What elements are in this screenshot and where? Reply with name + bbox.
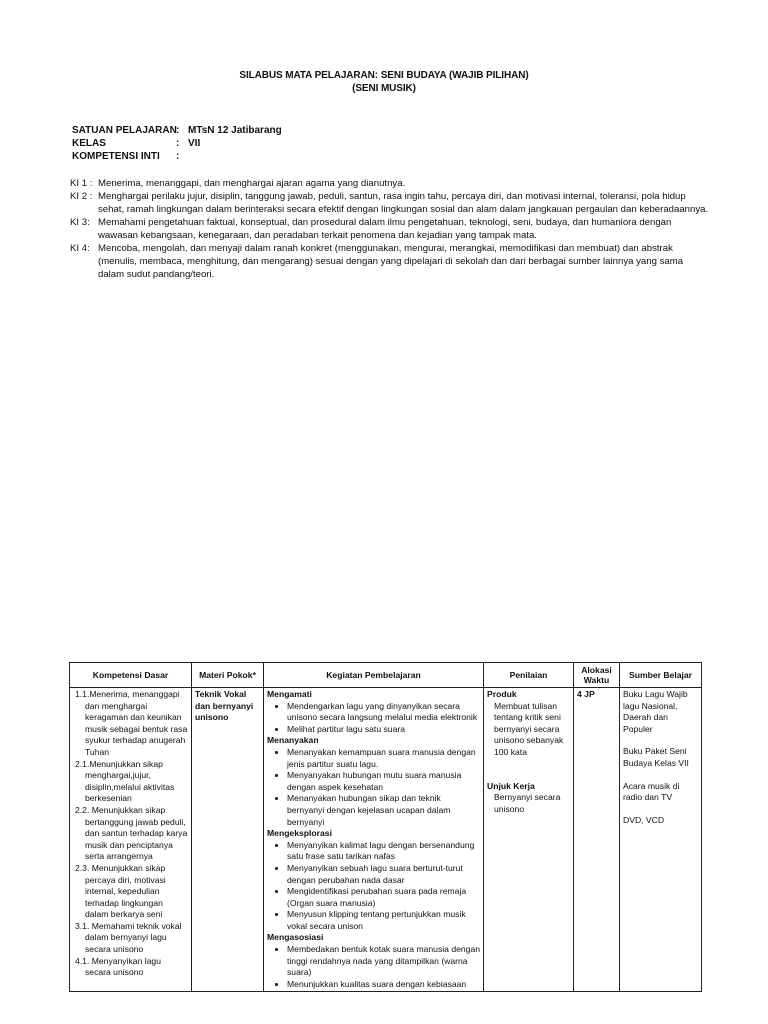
kegiatan-list bbox=[267, 701, 480, 736]
document-title: SILABUS MATA PELAJARAN: SENI BUDAYA (WAJIB PILIHAN) bbox=[239, 70, 529, 81]
penilaian-produk-text: Membuat tulisan tentang kritik seni bernyanyi secara unisono sebanyak 100 kata bbox=[494, 700, 564, 757]
list-item: • Mendengarkan lagu yang dinyanyikan secara unisono secara langsung melalui media elektronik bbox=[287, 701, 480, 724]
kegiatan-heading: Mengeksplorasi bbox=[267, 828, 332, 839]
header-alokasi-waktu: Alokasi Waktu bbox=[574, 663, 620, 688]
list-item: • Menyanyikan kalimat lagu dengan bersenandung satu frase satu tarikan nafas bbox=[287, 840, 480, 863]
penilaian-kerja-text: Bernyanyi secara unisono bbox=[494, 792, 561, 814]
cell-alokasi-waktu: 4 JP bbox=[574, 688, 620, 992]
list-item: • Menunjukkan kualitas suara dengan kebiasaan bbox=[287, 979, 480, 991]
kegiatan-heading: Mengasosiasi bbox=[267, 932, 324, 943]
ki-item: KI 1 : Menerima, menanggapi, dan menghargai ajaran agama yang dianutnya. bbox=[70, 178, 406, 189]
header-kegiatan: Kegiatan Pembelajaran bbox=[264, 663, 484, 688]
header-sumber-belajar: Sumber Belajar bbox=[620, 663, 702, 688]
header-penilaian: Penilaian bbox=[484, 663, 574, 688]
sumber-item: Buku Lagu Wajib lagu Nasional, Daerah dan Populer bbox=[623, 689, 688, 734]
identity-block bbox=[72, 124, 282, 163]
kegiatan-list bbox=[267, 944, 480, 990]
kd-item: 4.1. Menyanyikan lagu secara unisono bbox=[75, 955, 161, 978]
ki-item: KI 4: Mencoba, mengolah, dan menyaji dalam ranah konkret (menggunakan, mengurai, merangkai, memodifikasi dan membuat) dan abstrak (menulis, membaca, menghitung, dan mengarang) sesuai dengan yang dipelajari di sekolah dan dari berbagai sumber lainnya yang sama dalam sudut pandang/teori. bbox=[70, 243, 684, 280]
cell-penilaian bbox=[484, 688, 574, 992]
kegiatan-heading: Menanyakan bbox=[267, 735, 319, 746]
kompetensi-inti-list bbox=[70, 177, 710, 281]
kd-item: 3.1. Memahami teknik vokal dalam bernyanyi lagu secara unisono bbox=[75, 920, 182, 955]
cell-materi-pokok: Teknik Vokal dan bernyanyi unisono bbox=[192, 688, 264, 992]
table-row bbox=[70, 688, 702, 992]
meta-row-kelas: KELAS : VII bbox=[72, 138, 201, 149]
ki-item: KI 3: Memahami pengetahuan faktual, konseptual, dan prosedural dalam ilmu pengetahuan, teknologi, seni, budaya, dan humaniora dengan wawasan kebangsaan, kenegaraan, dan peradaban terkait penomena dan kejadian yang tampak mata. bbox=[70, 217, 672, 241]
table-header-row bbox=[70, 663, 702, 688]
ki-item: KI 2 : Menghargai perilaku jujur, disiplin, tanggung jawab, peduli, santun, rasa ingin tahu, percaya diri, dan motivasi internal, toleransi, pola hidup sehat, ramah lingkungan dalam berinteraksi secara efektif dengan lingkungan sosial dan alam dalam jangkauan pergaulan dan keberadaannya. bbox=[70, 191, 709, 215]
list-item: • Menanyakan hubungan sikap dan teknik bernyanyi dengan kejelasan ucapan dalam bernyanyi bbox=[287, 793, 480, 828]
sumber-item: DVD, VCD bbox=[623, 814, 665, 825]
sumber-item: Acara musik di radio dan TV bbox=[623, 780, 680, 803]
kegiatan-list bbox=[267, 840, 480, 933]
list-item: • Melihat partitur lagu satu suara bbox=[287, 724, 480, 736]
cell-sumber-belajar bbox=[620, 688, 702, 992]
list-item: • Mengidentifikasi perubahan suara pada remaja (Organ suara manusia) bbox=[287, 886, 480, 909]
kd-item: 2.1.Menunjukkan sikap menghargai,jujur, disiplin,melalui aktivitas berkesenian bbox=[75, 758, 175, 804]
document-subtitle: (SENI MUSIK) bbox=[352, 83, 416, 94]
syllabus-table bbox=[69, 662, 702, 992]
cell-kompetensi-dasar bbox=[70, 688, 192, 992]
meta-row-kompetensi: KOMPETENSI INTI : bbox=[72, 151, 180, 162]
sumber-item: Buku Paket Seni Budaya Kelas VII bbox=[623, 746, 689, 768]
meta-row-satuan: SATUAN PELAJARAN: MTsN 12 Jatibarang bbox=[72, 125, 282, 136]
kd-item: 2.2. Menunjukkan sikap bertanggung jawab peduli, dan santun terhadap karya musik dan penciptanya serta arrangernya bbox=[75, 804, 188, 862]
cell-kegiatan bbox=[264, 688, 484, 992]
list-item: • Menyanyakan hubungan mutu suara manusia dengan aspek kesehatan bbox=[287, 770, 480, 793]
kd-item: 2.3. Menunjukkan sikap percaya diri, motivasi internal, kepedulian terhadap lingkungan dalam berkarya seni bbox=[75, 862, 166, 920]
kegiatan-heading: Mengamati bbox=[267, 689, 312, 699]
kd-item: 1.1.Menerima, menanggapi dan menghargai keragaman dan keunikan musik sebagai bentuk rasa syukur terhadap anugerah Tuhan bbox=[75, 689, 188, 757]
list-item: • Menyanyikan sebuah lagu suara berturut-turut dengan perubahan nada dasar bbox=[287, 863, 480, 886]
penilaian-produk-heading: Produk bbox=[487, 689, 517, 699]
header-kompetensi-dasar: Kompetensi Dasar bbox=[70, 663, 192, 688]
header-materi-pokok: Materi Pokok* bbox=[192, 663, 264, 688]
list-item: • Menanyakan kemampuan suara manusia dengan jenis partitur suatu lagu. bbox=[287, 747, 480, 770]
list-item: • Menyusun klipping tentang pertunjukkan musik vokal secara unison bbox=[287, 909, 480, 932]
penilaian-kerja-heading: Unjuk Kerja bbox=[487, 780, 535, 791]
kegiatan-list bbox=[267, 747, 480, 828]
list-item: • Membedakan bentuk kotak suara manusia dengan tinggi rendahnya nada yang ditampilkan (warna suara) bbox=[287, 944, 480, 979]
